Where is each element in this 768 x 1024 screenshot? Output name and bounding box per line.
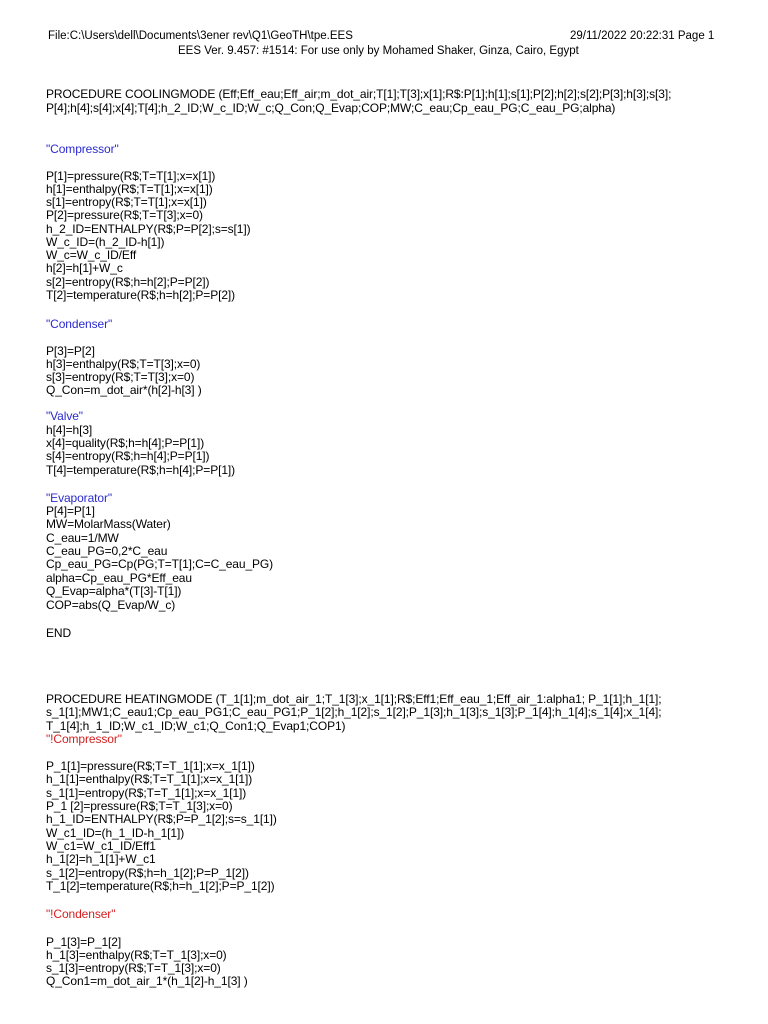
code-line: T[4]=temperature(R$;h=h[4];P=P[1]) bbox=[46, 463, 236, 477]
code-line: Cp_eau_PG=Cp(PG;T=T[1];C=C_eau_PG) bbox=[46, 557, 274, 571]
code-line: P[1]=pressure(R$;T=T[1];x=x[1]) bbox=[46, 169, 216, 183]
code-line: P[3]=P[2] bbox=[46, 344, 95, 358]
code-line: W_c_ID=(h_2_ID-h[1]) bbox=[46, 235, 165, 249]
code-line: Q_Con1=m_dot_air_1*(h_1[2]-h_1[3] ) bbox=[46, 974, 248, 988]
code-line: s_1[2]=entropy(R$;h=h_1[2];P=P_1[2]) bbox=[46, 866, 249, 880]
code-line: Q_Con=m_dot_air*(h[2]-h[3] ) bbox=[46, 383, 202, 397]
code-line: s[1]=entropy(R$;T=T[1];x=x[1]) bbox=[46, 195, 207, 209]
code-line: s_1[3]=entropy(R$;T=T_1[3];x=0) bbox=[46, 961, 221, 975]
code-line: h[3]=enthalpy(R$;T=T[3];x=0) bbox=[46, 357, 201, 371]
code-line: T_1[2]=temperature(R$;h=h_1[2];P=P_1[2]) bbox=[46, 879, 275, 893]
code-line: MW=MolarMass(Water) bbox=[46, 517, 171, 531]
code-line: s_1[1]=entropy(R$;T=T_1[1];x=x_1[1]) bbox=[46, 786, 247, 800]
comment-valve: "Valve" bbox=[46, 409, 83, 423]
code-line: COP=abs(Q_Evap/W_c) bbox=[46, 598, 176, 612]
comment-compressor: "Compressor" bbox=[46, 142, 119, 156]
code-line: P_1[3]=P_1[2] bbox=[46, 935, 122, 949]
end-keyword: END bbox=[46, 626, 72, 640]
code-line: W_c1_ID=(h_1_ID-h_1[1]) bbox=[46, 826, 185, 840]
procedure-coolingmode-signature-2: P[4];h[4];s[4];x[4];T[4];h_2_ID;W_c_ID;W_c;Q_Con;Q_Evap;COP;MW;C_eau;Cp_eau_PG;C_eau_PG;alpha) bbox=[46, 101, 616, 115]
code-line: W_c1=W_c1_ID/Eff1 bbox=[46, 839, 156, 853]
procedure-coolingmode-signature-1: PROCEDURE COOLINGMODE (Eff;Eff_eau;Eff_air;m_dot_air;T[1];T[3];x[1];R$:P[1];h[1];s[1];P[2];h[2];s[2];P[3];h[3];s[3]; bbox=[46, 87, 672, 101]
code-line: Q_Evap=alpha*(T[3]-T[1]) bbox=[46, 584, 182, 598]
code-line: P[2]=pressure(R$;T=T[3];x=0) bbox=[46, 208, 203, 222]
code-line: h[4]=h[3] bbox=[46, 423, 93, 437]
procedure-heatingmode-signature-3: T_1[4];h_1_ID;W_c1_ID;W_c1;Q_Con1;Q_Evap1;COP1) bbox=[46, 719, 346, 733]
procedure-heatingmode-signature-1: PROCEDURE HEATINGMODE (T_1[1];m_dot_air_1;T_1[3];x_1[1];R$;Eff1;Eff_eau_1;Eff_air_1:alpha1; P_1[1];h_1[1]; bbox=[46, 692, 662, 706]
comment-evaporator: "Evaporator" bbox=[46, 491, 113, 505]
code-line: h_1_ID=ENTHALPY(R$;P=P_1[2];s=s_1[1]) bbox=[46, 812, 277, 826]
code-line: W_c=W_c_ID/Eff bbox=[46, 248, 137, 262]
comment-compressor-heating: "!Compressor" bbox=[46, 732, 122, 746]
comment-condenser-heating: "!Condenser" bbox=[46, 907, 116, 921]
code-line: h_1[3]=enthalpy(R$;T=T_1[3];x=0) bbox=[46, 948, 227, 962]
code-line: P_1 [2]=pressure(R$;T=T_1[3];x=0) bbox=[46, 799, 233, 813]
code-line: alpha=Cp_eau_PG*Eff_eau bbox=[46, 571, 192, 585]
code-line: h_1[1]=enthalpy(R$;T=T_1[1];x=x_1[1]) bbox=[46, 772, 253, 786]
code-line: s[4]=entropy(R$;h=h[4];P=P[1]) bbox=[46, 449, 210, 463]
code-line: T[2]=temperature(R$;h=h[2];P=P[2]) bbox=[46, 288, 236, 302]
code-line: s[3]=entropy(R$;T=T[3];x=0) bbox=[46, 370, 195, 384]
code-line: C_eau=1/MW bbox=[46, 531, 119, 545]
code-line: C_eau_PG=0,2*C_eau bbox=[46, 544, 168, 558]
header-date-page: 29/11/2022 20:22:31 Page 1 bbox=[570, 30, 715, 42]
header-version: EES Ver. 9.457: #1514: For use only by Mohamed Shaker, Ginza, Cairo, Egypt bbox=[178, 45, 579, 57]
code-line: h_2_ID=ENTHALPY(R$;P=P[2];s=s[1]) bbox=[46, 222, 251, 236]
code-line: x[4]=quality(R$;h=h[4];P=P[1]) bbox=[46, 436, 205, 450]
comment-condenser: "Condenser" bbox=[46, 317, 113, 331]
code-line: h_1[2]=h_1[1]+W_c1 bbox=[46, 852, 156, 866]
code-line: P[4]=P[1] bbox=[46, 504, 95, 518]
code-line: s[2]=entropy(R$;h=h[2];P=P[2]) bbox=[46, 275, 210, 289]
header-file-path: File:C:\Users\dell\Documents\3ener rev\Q1\GeoTH\tpe.EES bbox=[48, 30, 353, 42]
code-line: h[1]=enthalpy(R$;T=T[1];x=x[1]) bbox=[46, 182, 213, 196]
code-line: P_1[1]=pressure(R$;T=T_1[1];x=x_1[1]) bbox=[46, 759, 255, 773]
procedure-heatingmode-signature-2: s_1[1];MW1;C_eau1;Cp_eau_PG1;C_eau_PG1;P_1[2];h_1[2];s_1[2];P_1[3];h_1[3];s_1[3];P_1[4];h_1[4];s_1[4];x_1[4]; bbox=[46, 705, 662, 719]
code-line: h[2]=h[1]+W_c bbox=[46, 261, 123, 275]
